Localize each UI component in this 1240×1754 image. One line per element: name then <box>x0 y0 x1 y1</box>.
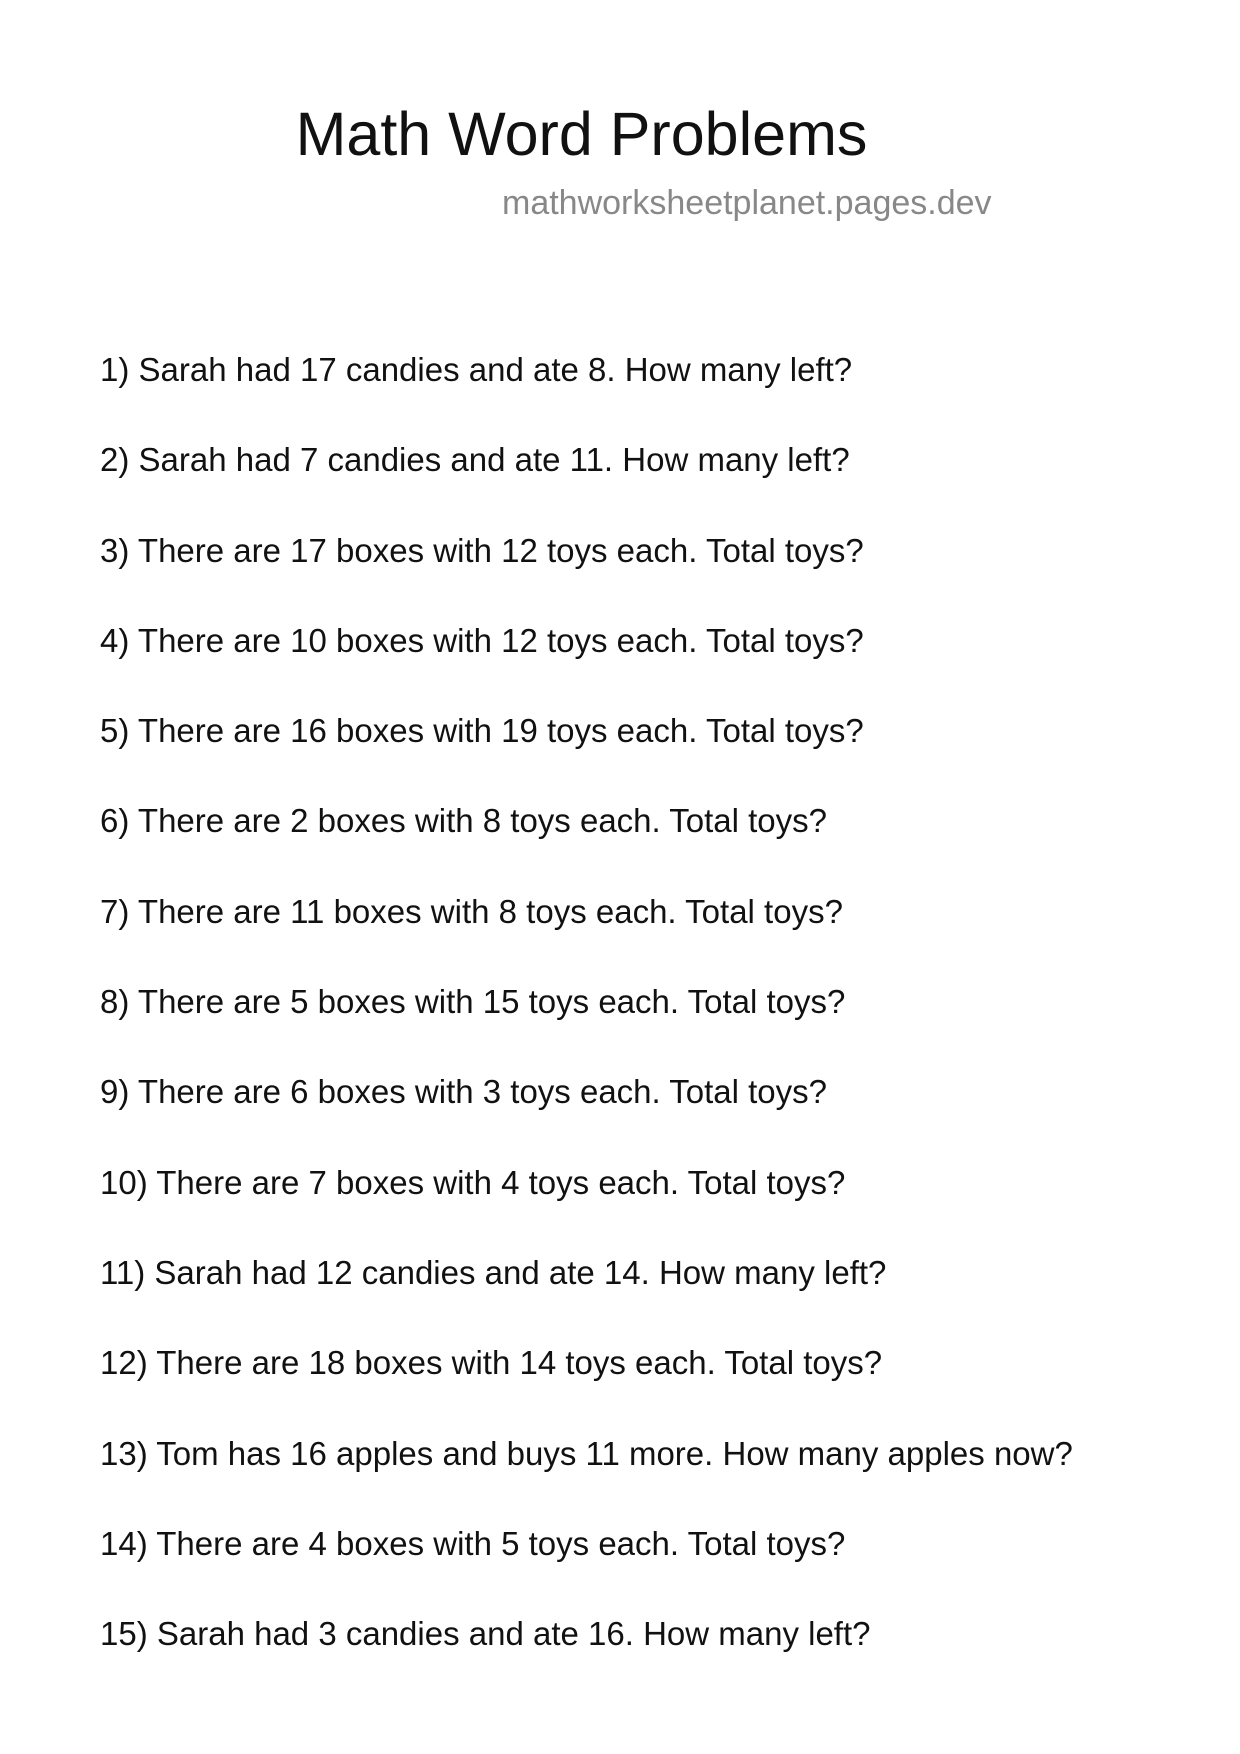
problem-item: 8) There are 5 boxes with 15 toys each. Total toys? <box>100 983 846 1021</box>
problem-item: 6) There are 2 boxes with 8 toys each. Total toys? <box>100 802 828 840</box>
source-url: mathworksheetplanet.pages.dev <box>502 184 992 222</box>
problem-item: 12) There are 18 boxes with 14 toys each. Total toys? <box>100 1344 883 1382</box>
problem-item: 5) There are 16 boxes with 19 toys each. Total toys? <box>100 712 864 750</box>
page-title: Math Word Problems <box>295 100 868 168</box>
problem-item: 13) Tom has 16 apples and buys 11 more. How many apples now? <box>100 1434 1073 1472</box>
problem-item: 11) Sarah had 12 candies and ate 14. How many left? <box>100 1253 887 1291</box>
problem-item: 10) There are 7 boxes with 4 toys each. Total toys? <box>100 1163 846 1201</box>
problem-item: 1) Sarah had 17 candies and ate 8. How many left? <box>100 351 853 388</box>
problem-list <box>100 348 1073 1702</box>
problem-item: 3) There are 17 boxes with 12 toys each. Total toys? <box>100 531 864 569</box>
problem-item: 9) There are 6 boxes with 3 toys each. Total toys? <box>100 1073 828 1111</box>
problem-item: 14) There are 4 boxes with 5 toys each. Total toys? <box>100 1524 846 1562</box>
problem-item: 7) There are 11 boxes with 8 toys each. Total toys? <box>100 892 843 930</box>
problem-item: 4) There are 10 boxes with 12 toys each. Total toys? <box>100 621 864 659</box>
problem-item: 2) Sarah had 7 candies and ate 11. How many left? <box>100 441 850 479</box>
problem-item: 15) Sarah had 3 candies and ate 16. How many left? <box>100 1615 871 1653</box>
